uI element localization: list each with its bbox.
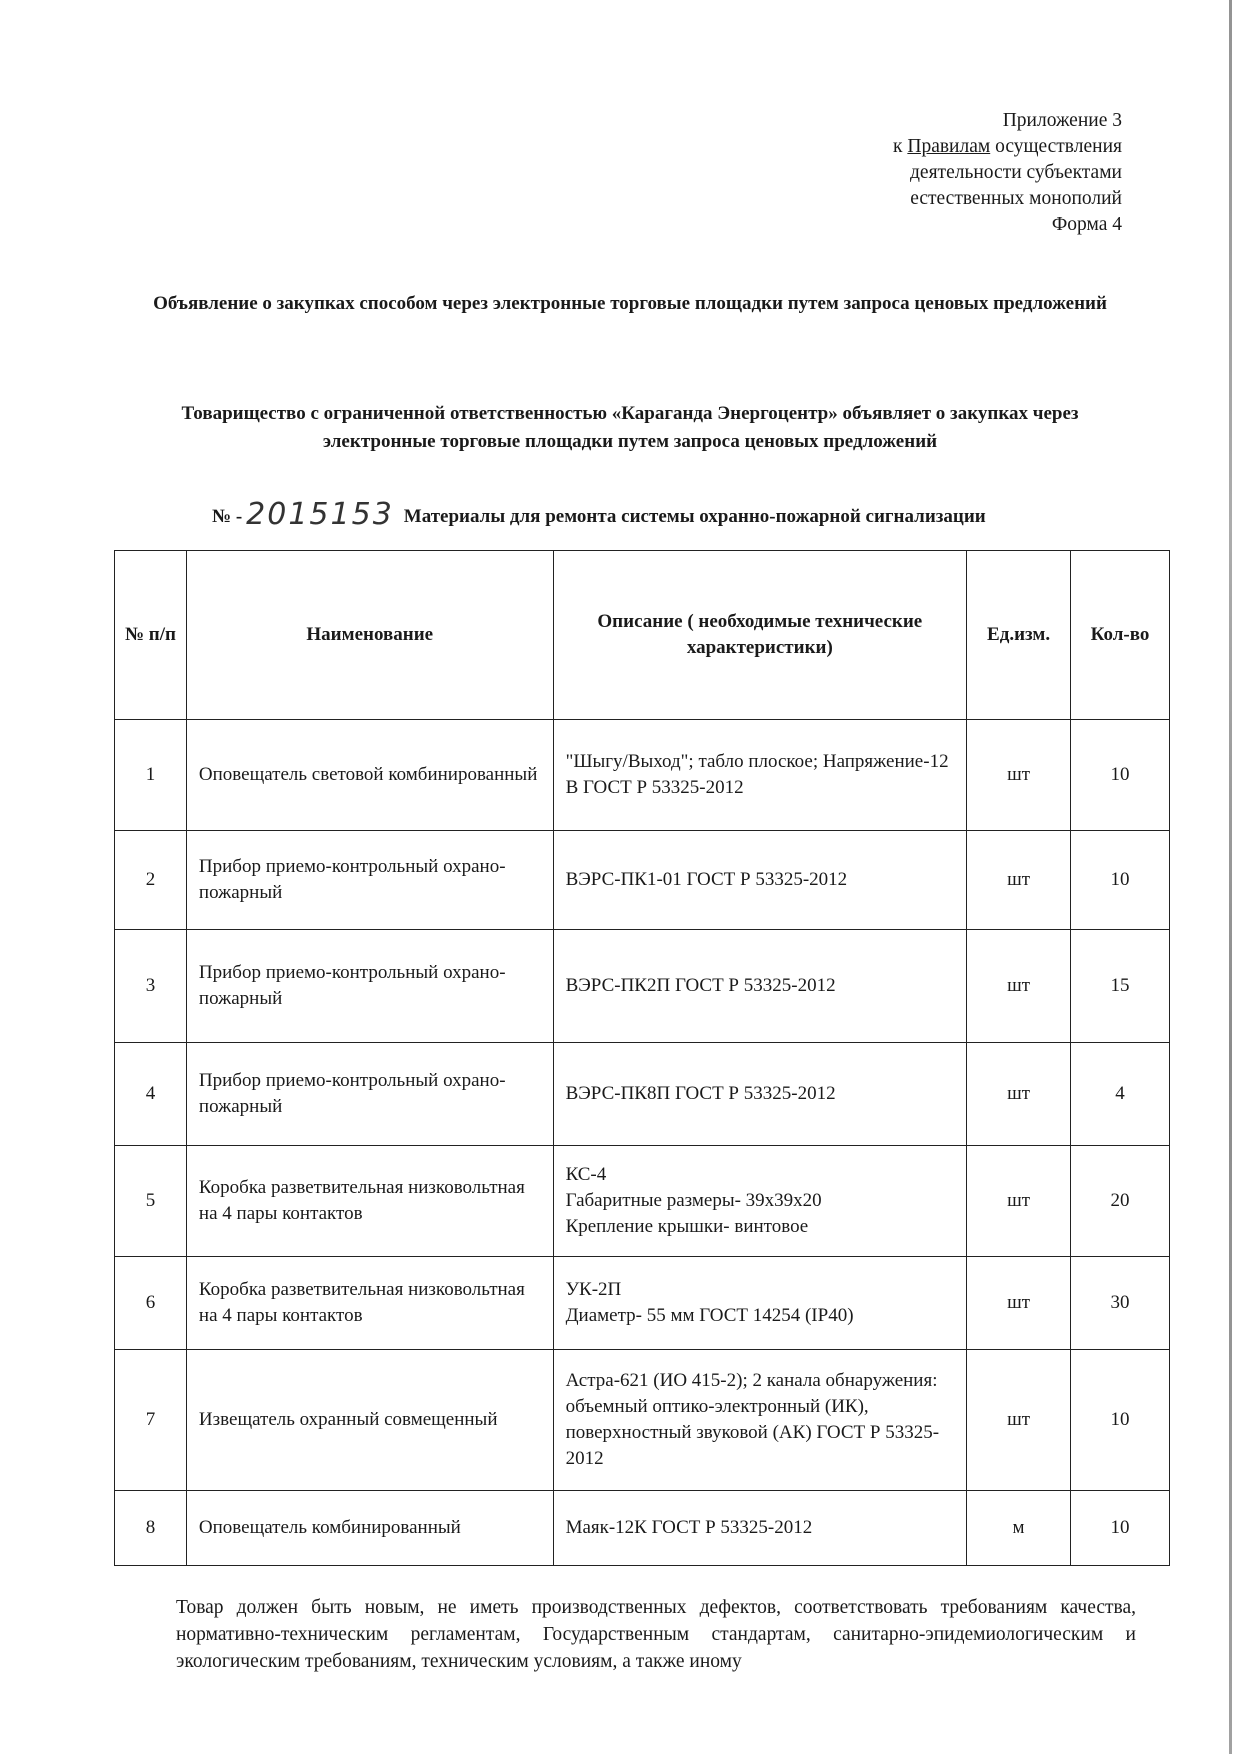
- description-line: Диаметр- 55 мм ГОСТ 14254 (IP40): [565, 1305, 854, 1326]
- items-table: [114, 550, 1170, 1566]
- cell-num: 1: [115, 720, 187, 831]
- lot-name: Материалы для ремонта системы охранно-пожарной сигнализации: [403, 506, 986, 527]
- appendix-header: [893, 108, 1122, 238]
- cell-description: ВЭРС-ПК2П ГОСТ Р 53325-2012: [553, 930, 967, 1043]
- cell-name: Извещатель охранный совмещенный: [186, 1350, 553, 1491]
- cell-num: 6: [115, 1257, 187, 1350]
- cell-name: Коробка разветвительная низковольтная на 4 пары контактов: [186, 1257, 553, 1350]
- cell-unit: шт: [967, 1350, 1071, 1491]
- requirements-paragraph: Товар должен быть новым, не иметь производственных дефектов, соответствовать требованиям качества, нормативно-техническим регламентам, Государственным стандартам, санитарно-эпидемиологическим и экологическим требованиям, техническим условиям, а также иному: [176, 1597, 1136, 1672]
- cell-unit: шт: [967, 831, 1071, 930]
- cell-name: Оповещатель световой комбинированный: [186, 720, 553, 831]
- cell-unit: шт: [967, 930, 1071, 1043]
- cell-unit: шт: [967, 720, 1071, 831]
- table-row: [115, 720, 1170, 831]
- lot-prefix: № -: [212, 506, 243, 527]
- cell-num: 8: [115, 1491, 187, 1566]
- cell-unit: м: [967, 1491, 1071, 1566]
- lot-number-handwritten: 2015153: [246, 497, 394, 532]
- lot-heading: [212, 497, 986, 532]
- cell-num: 7: [115, 1350, 187, 1491]
- appendix-line-2-suffix: осуществления: [990, 136, 1122, 157]
- cell-name: Прибор приемо-контрольный охрано-пожарный: [186, 930, 553, 1043]
- cell-description: "Шыгу/Выход"; табло плоское; Напряжение-12 В ГОСТ Р 53325-2012: [553, 720, 967, 831]
- cell-name: Оповещатель комбинированный: [186, 1491, 553, 1566]
- rules-link[interactable]: Правилам: [907, 136, 991, 157]
- cell-description: [553, 1257, 967, 1350]
- cell-qty: 20: [1071, 1146, 1170, 1257]
- header-qty: Кол-во: [1071, 551, 1170, 720]
- cell-num: 3: [115, 930, 187, 1043]
- appendix-line-3: деятельности субъектами: [910, 162, 1122, 183]
- description-line: КС-4: [565, 1164, 607, 1185]
- cell-name: Прибор приемо-контрольный охрано-пожарный: [186, 831, 553, 930]
- table-row: [115, 1043, 1170, 1146]
- table-row: [115, 1257, 1170, 1350]
- cell-unit: шт: [967, 1043, 1071, 1146]
- scan-edge-shadow: [1229, 0, 1232, 1754]
- cell-description: ВЭРС-ПК1-01 ГОСТ Р 53325-2012: [553, 831, 967, 930]
- header-description: Описание ( необходимые технические характеристики): [553, 551, 967, 720]
- appendix-line-2: [893, 134, 1122, 160]
- cell-description: Маяк-12К ГОСТ Р 53325-2012: [553, 1491, 967, 1566]
- cell-name: Коробка разветвительная низковольтная на 4 пары контактов: [186, 1146, 553, 1257]
- cell-qty: 10: [1071, 1350, 1170, 1491]
- document-subtitle: Товарищество с ограниченной ответственностью «Караганда Энергоцентр» объявляет о закупках через электронные торговые площадки путем запроса ценовых предложений: [181, 403, 1079, 452]
- table-row: [115, 930, 1170, 1043]
- cell-unit: шт: [967, 1257, 1071, 1350]
- appendix-form-number: Форма 4: [1051, 214, 1122, 235]
- table-header-row: [115, 551, 1170, 720]
- table-row: [115, 1350, 1170, 1491]
- description-line: Габаритные размеры- 39х39х20: [565, 1190, 822, 1211]
- cell-qty: 4: [1071, 1043, 1170, 1146]
- cell-qty: 10: [1071, 720, 1170, 831]
- cell-description: [553, 1146, 967, 1257]
- cell-qty: 10: [1071, 1491, 1170, 1566]
- description-line: Крепление крышки- винтовое: [565, 1216, 809, 1237]
- cell-qty: 10: [1071, 831, 1170, 930]
- appendix-line-1: Приложение 3: [1002, 110, 1122, 131]
- cell-name: Прибор приемо-контрольный охрано-пожарный: [186, 1043, 553, 1146]
- description-line: УК-2П: [565, 1279, 622, 1300]
- cell-qty: 30: [1071, 1257, 1170, 1350]
- header-num: № п/п: [115, 551, 187, 720]
- table-row: [115, 1491, 1170, 1566]
- cell-num: 2: [115, 831, 187, 930]
- cell-unit: шт: [967, 1146, 1071, 1257]
- appendix-line-4: естественных монополий: [910, 188, 1122, 209]
- cell-qty: 15: [1071, 930, 1170, 1043]
- cell-description: ВЭРС-ПК8П ГОСТ Р 53325-2012: [553, 1043, 967, 1146]
- appendix-line-2-prefix: к: [893, 136, 908, 157]
- cell-num: 5: [115, 1146, 187, 1257]
- document-title: Объявление о закупках способом через электронные торговые площадки путем запроса ценовых предложений: [153, 293, 1107, 314]
- header-unit: Ед.изм.: [967, 551, 1071, 720]
- cell-num: 4: [115, 1043, 187, 1146]
- header-name: Наименование: [186, 551, 553, 720]
- table-row: [115, 831, 1170, 930]
- cell-description: Астра-621 (ИО 415-2); 2 канала обнаружения: объемный оптико-электронный (ИК), поверхностный звуковой (АК) ГОСТ Р 53325-2012: [553, 1350, 967, 1491]
- table-row: [115, 1146, 1170, 1257]
